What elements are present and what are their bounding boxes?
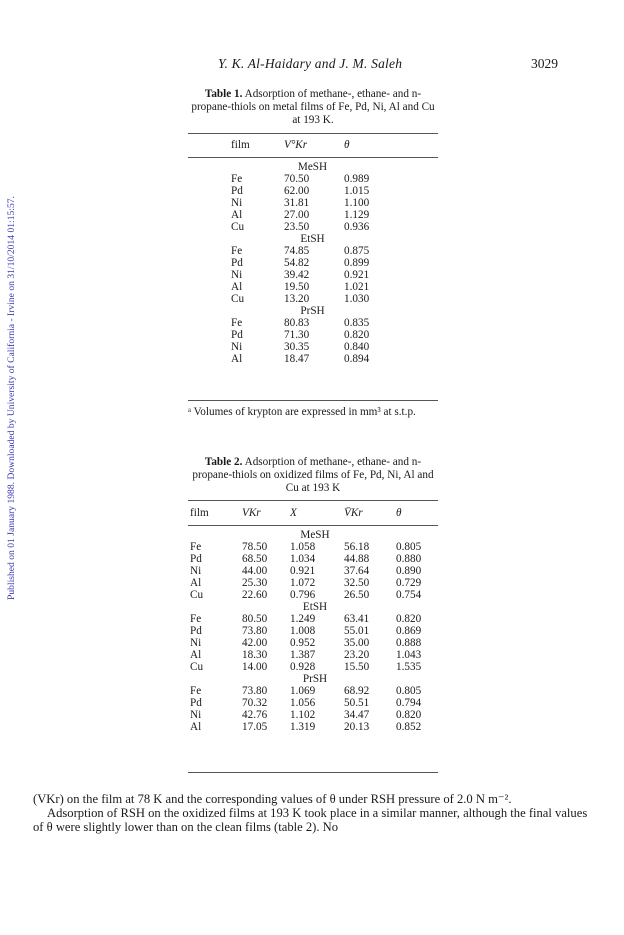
table1-cell: Al [231, 209, 243, 221]
table1-cell: 0.894 [344, 353, 370, 365]
table2-cell: 1.319 [290, 721, 316, 733]
table2-cell: 44.00 [242, 565, 268, 577]
table2-group-row [190, 601, 440, 613]
table2-cell: 0.880 [396, 553, 422, 565]
table2-cell: 17.05 [242, 721, 268, 733]
table2-cell: 56.18 [344, 541, 370, 553]
table2-cell: Fe [190, 685, 202, 697]
table2-row [190, 625, 440, 637]
table2-cell: Cu [190, 661, 204, 673]
page-number: 3029 [531, 56, 558, 71]
table2-cell: 55.01 [344, 625, 370, 637]
table2-cell: 68.92 [344, 685, 370, 697]
table2-row [190, 637, 440, 649]
table2-group-label: PrSH [302, 673, 328, 685]
table2-header-rule [188, 525, 438, 526]
table1-cell: 0.899 [344, 257, 370, 269]
table2-cell: 22.60 [242, 589, 268, 601]
table1-row [231, 257, 394, 269]
table1-cell: 0.936 [344, 221, 370, 233]
table1-row [231, 329, 394, 341]
table2-cell: 0.921 [290, 565, 316, 577]
table2-cell: 1.056 [290, 697, 316, 709]
table1-row [231, 341, 394, 353]
table2-caption-text: Adsorption of methane-, ethane- and n-propane-thiols on oxidized films of Fe, Pd, Ni, Al and Cu at 193 K [192, 456, 434, 494]
table2-bottom-rule [188, 772, 438, 773]
table2-cell: Al [190, 649, 202, 661]
table2-cell: 1.102 [290, 709, 316, 721]
table2-cell: Fe [190, 541, 202, 553]
table1-header-rule [188, 157, 438, 158]
table2-cell: 0.805 [396, 541, 422, 553]
table1-header-row [231, 139, 394, 151]
table2-cell: 26.50 [344, 589, 370, 601]
table2-cell: 1.387 [290, 649, 316, 661]
table1-bottom-rule [188, 400, 438, 401]
table2-header-row [190, 507, 440, 519]
table2-cell: 63.41 [344, 613, 370, 625]
table1-cell: 1.100 [344, 197, 370, 209]
table2-cell: 20.13 [344, 721, 370, 733]
table1-cell: Fe [231, 317, 243, 329]
table1-cell: Fe [231, 173, 243, 185]
table2-cell: 0.796 [290, 589, 316, 601]
table1-group-row [231, 161, 394, 173]
table2-cell: 0.754 [396, 589, 422, 601]
table2-cell: 1.249 [290, 613, 316, 625]
table1-caption [188, 88, 438, 127]
table2-cell: 23.20 [344, 649, 370, 661]
table1-group-label: EtSH [300, 233, 325, 245]
table1-cell: Cu [231, 293, 245, 305]
table2-cell: 37.64 [344, 565, 370, 577]
table2-caption [188, 456, 438, 495]
table1-cell: Pd [231, 329, 243, 341]
table1-cell: 0.840 [344, 341, 370, 353]
table2-column-header: X [290, 507, 297, 519]
table1-column-header: V°Kr [284, 139, 308, 151]
table2-row [190, 721, 440, 733]
table2-cell: Al [190, 721, 202, 733]
table1-cell: Ni [231, 341, 243, 353]
table2-cell: 0.928 [290, 661, 316, 673]
table1-cell: 1.015 [344, 185, 370, 197]
table1-row [231, 317, 394, 329]
table1-cell: 30.35 [284, 341, 310, 353]
table1-cell: 70.50 [284, 173, 310, 185]
table2-column-header: film [190, 507, 209, 519]
table1-cell: 54.82 [284, 257, 310, 269]
table2-column-header: VKr [242, 507, 261, 519]
table2-cell: 68.50 [242, 553, 268, 565]
table1-cell: 39.42 [284, 269, 310, 281]
table1-cell: 74.85 [284, 245, 310, 257]
table2-group-row [190, 673, 440, 685]
table1-cell: 0.989 [344, 173, 370, 185]
table1-cell: 71.30 [284, 329, 310, 341]
table2-row [190, 709, 440, 721]
table2-column-header: V̄Kr [344, 507, 363, 519]
table2-cell: 0.890 [396, 565, 422, 577]
table1-group-label: PrSH [300, 305, 325, 317]
table2-row [190, 541, 440, 553]
table1-row [231, 185, 394, 197]
table2-cell: 34.47 [344, 709, 370, 721]
table2-cell: 25.30 [242, 577, 268, 589]
table2-cell: 0.888 [396, 637, 422, 649]
table1-cell: 0.820 [344, 329, 370, 341]
table1-cell: 1.021 [344, 281, 370, 293]
table1-footnote: ᵃ Volumes of krypton are expressed in mm³ at s.t.p. [188, 406, 416, 418]
running-head: Y. K. Al-Haidary and J. M. Saleh [218, 56, 403, 71]
table2-cell: 0.852 [396, 721, 422, 733]
table1-cell: 0.875 [344, 245, 370, 257]
table1-row [231, 173, 394, 185]
table2-cell: 1.008 [290, 625, 316, 637]
table2-cell: 1.535 [396, 661, 422, 673]
table2-cell: Pd [190, 553, 202, 565]
table1-row [231, 197, 394, 209]
body-paragraph-1: (VKr) on the film at 78 K and the corresponding values of θ under RSH pressure of 2.0 N m⁻². [33, 792, 512, 806]
table2-cell: 42.00 [242, 637, 268, 649]
table2-cell: Al [190, 577, 202, 589]
table1-row [231, 353, 394, 365]
table2-cell: 80.50 [242, 613, 268, 625]
body-paragraph-2: Adsorption of RSH on the oxidized films at 193 K took place in a similar manner, although the final values of θ were slightly lower than on the clean films (table 2). No [33, 806, 588, 834]
table2-cell: 50.51 [344, 697, 370, 709]
table1-cell: Cu [231, 221, 245, 233]
table2-row [190, 649, 440, 661]
table1-cell: Pd [231, 185, 243, 197]
table1-cell: 31.81 [284, 197, 310, 209]
table1-row [231, 293, 394, 305]
table2-cell: Cu [190, 589, 204, 601]
table2-cell: Fe [190, 613, 202, 625]
table2-cell: 1.058 [290, 541, 316, 553]
table2-group-row [190, 529, 440, 541]
table2-cell: 1.034 [290, 553, 316, 565]
table1-header-spacer [231, 151, 394, 161]
table2-cell: 0.729 [396, 577, 422, 589]
table2-cell: 73.80 [242, 625, 268, 637]
table1-cell: 18.47 [284, 353, 310, 365]
table2-cell: Pd [190, 697, 202, 709]
table2-row [190, 613, 440, 625]
table2-cell: 44.88 [344, 553, 370, 565]
table2-cell: 1.043 [396, 649, 422, 661]
table1-column-header: film [231, 139, 250, 151]
table1-body [231, 161, 394, 365]
table1-row [231, 245, 394, 257]
table2-cell: 18.30 [242, 649, 268, 661]
table2-cell: 0.952 [290, 637, 316, 649]
table1-row [231, 209, 394, 221]
table2-row [190, 553, 440, 565]
body-text [33, 792, 589, 834]
table2-cell: 42.76 [242, 709, 268, 721]
table2-row [190, 577, 440, 589]
table1-cell: Ni [231, 197, 243, 209]
table2-cell: Ni [190, 565, 202, 577]
table2-label: Table 2. [204, 456, 243, 468]
table1-row [231, 281, 394, 293]
table1-column-header: θ [344, 139, 350, 151]
table2-group-label: EtSH [302, 601, 328, 613]
table2-cell: 32.50 [344, 577, 370, 589]
table2-cell: 0.869 [396, 625, 422, 637]
table1-top-rule [188, 133, 438, 134]
table2-cell: 14.00 [242, 661, 268, 673]
table1-cell: Al [231, 353, 243, 365]
table1-group-row [231, 305, 394, 317]
table2-row [190, 661, 440, 673]
table1-caption-text: Adsorption of methane-, ethane- and n-propane-thiols on metal films of Fe, Pd, Ni, Al and Cu at 193 K. [191, 88, 435, 126]
table2-top-rule [188, 500, 438, 501]
table2-cell: Ni [190, 637, 202, 649]
table2-cell: 73.80 [242, 685, 268, 697]
table1-cell: 1.030 [344, 293, 370, 305]
table2-cell: 0.820 [396, 613, 422, 625]
table1-cell: Al [231, 281, 243, 293]
table1-group-label: MeSH [297, 161, 328, 173]
table2-cell: 0.820 [396, 709, 422, 721]
table2-column-header: θ [396, 507, 402, 519]
table1-cell: 80.83 [284, 317, 310, 329]
table1-label: Table 1. [204, 88, 243, 100]
table2-row [190, 685, 440, 697]
table2-header-spacer [190, 519, 440, 529]
page-header [0, 56, 624, 72]
table2-cell: 70.32 [242, 697, 268, 709]
table2-cell: 0.794 [396, 697, 422, 709]
table1-cell: 13.20 [284, 293, 310, 305]
table1-cell: 23.50 [284, 221, 310, 233]
table2-cell: 35.00 [344, 637, 370, 649]
table1-cell: Ni [231, 269, 243, 281]
table2-cell: 1.072 [290, 577, 316, 589]
table2-row [190, 565, 440, 577]
table2-row [190, 697, 440, 709]
table1-row [231, 269, 394, 281]
table2-cell: 15.50 [344, 661, 370, 673]
table1-cell: Pd [231, 257, 243, 269]
table1-cell: 1.129 [344, 209, 370, 221]
table2 [190, 507, 440, 733]
table1-cell: 0.921 [344, 269, 370, 281]
table2-body [190, 529, 440, 733]
table1 [231, 139, 394, 365]
table1-group-row [231, 233, 394, 245]
table2-cell: 1.069 [290, 685, 316, 697]
table1-cell: 27.00 [284, 209, 310, 221]
table2-cell: Pd [190, 625, 202, 637]
table1-cell: 19.50 [284, 281, 310, 293]
table1-cell: Fe [231, 245, 243, 257]
table1-row [231, 221, 394, 233]
table2-cell: Ni [190, 709, 202, 721]
download-notice-link[interactable]: Published on 01 January 1988. Downloaded by University of California - Irvine on 31/10/2014 01:15:57. [6, 196, 17, 600]
table2-row [190, 589, 440, 601]
table1-cell: 0.835 [344, 317, 370, 329]
table2-group-label: MeSH [300, 529, 330, 541]
table1-cell: 62.00 [284, 185, 310, 197]
table2-cell: 78.50 [242, 541, 268, 553]
table2-cell: 0.805 [396, 685, 422, 697]
